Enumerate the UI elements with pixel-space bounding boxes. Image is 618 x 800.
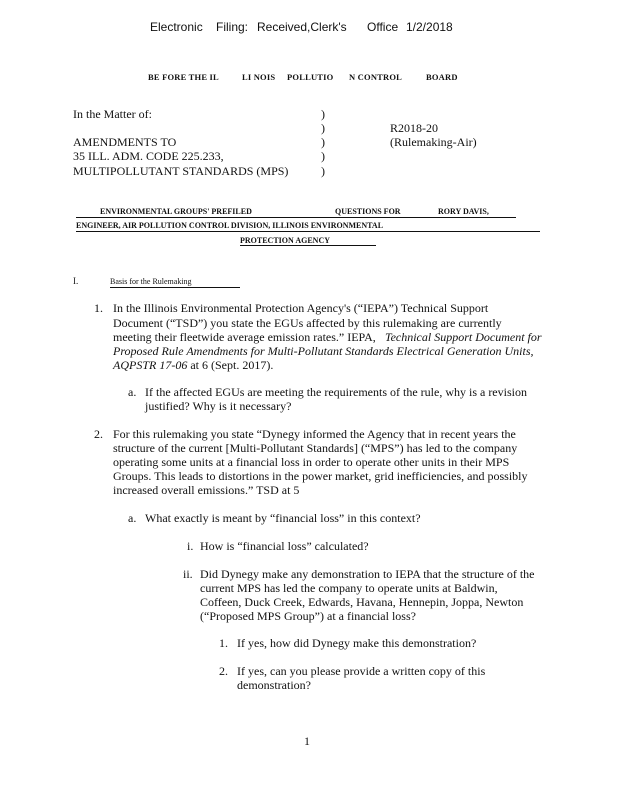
roman-item-text: current MPS has led the company to operate units at Baldwin, xyxy=(200,581,498,595)
filing-label: Filing: xyxy=(216,20,249,34)
matter-code: 35 ILL. ADM. CODE 225.233, xyxy=(73,149,224,163)
caption-line: ENGINEER, AIR POLLUTION CONTROL DIVISION, ILLINOIS ENVIRONMENTAL xyxy=(76,221,384,230)
question-text-line: meeting their fleetwide average emission rates.” IEPA, xyxy=(113,330,376,344)
roman-numeral: ii. xyxy=(183,567,193,581)
question-text-line: operating some units at a financial loss in order to operate other units in their MPS xyxy=(113,455,510,469)
board-title-word: POLLUTIO xyxy=(287,72,334,82)
roman-item-text: (“Proposed MPS Group”) at a financial loss? xyxy=(200,609,416,623)
section-numeral: I. xyxy=(73,276,79,286)
question-text-line: increased overall emissions.” TSD at 5 xyxy=(113,483,300,497)
caption-line: QUESTIONS FOR xyxy=(335,207,401,216)
matter-amendments: AMENDMENTS TO xyxy=(73,135,177,149)
filing-received: Received,Clerk's xyxy=(257,20,347,34)
matter-paren: ) xyxy=(321,164,325,178)
question-number: 2. xyxy=(94,427,103,441)
sub-item-number: 1. xyxy=(219,636,228,650)
question-text-citation: Technical Support Document for xyxy=(385,330,542,344)
roman-item-text: Did Dynegy make any demonstration to IEPA that the structure of the xyxy=(200,567,535,581)
subquestion-letter: a. xyxy=(128,385,137,399)
board-title-word: N CONTROL xyxy=(349,72,403,82)
caption-underline xyxy=(240,245,376,246)
question-number: 1. xyxy=(94,301,103,315)
caption-underline xyxy=(76,231,540,232)
board-title-word: BOARD xyxy=(426,72,458,82)
board-title-word: BE FORE THE IL xyxy=(148,72,219,82)
caption-underline xyxy=(76,217,516,218)
board-title-word: LI NOIS xyxy=(242,72,276,82)
caption-line: PROTECTION AGENCY xyxy=(240,236,331,245)
page-number: 1 xyxy=(304,734,310,748)
question-text-line: structure of the current [Multi-Pollutant Standards] (“MPS”) has led to the company xyxy=(113,441,518,455)
filing-electronic: Electronic xyxy=(150,20,203,34)
matter-paren: ) xyxy=(321,121,325,135)
question-text-line: Groups. This leads to distortions in the power market, grid inefficiencies, and possibly xyxy=(113,469,528,483)
roman-numeral: i. xyxy=(187,539,194,553)
in-the-matter: In the Matter of: xyxy=(73,107,152,121)
subquestion-letter: a. xyxy=(128,511,137,525)
matter-paren: ) xyxy=(321,135,325,149)
sub-item-text: If yes, can you please provide a written copy of this xyxy=(237,664,486,678)
caption-line: RORY DAVIS, xyxy=(438,207,489,216)
matter-mps: MULTIPOLLUTANT STANDARDS (MPS) xyxy=(73,164,289,178)
section-title: Basis for the Rulemaking xyxy=(110,277,192,286)
filing-date: 1/2/2018 xyxy=(406,20,453,34)
docket-number: R2018-20 xyxy=(390,121,438,135)
subquestion-text-line: If the affected EGUs are meeting the requirements of the rule, why is a revision xyxy=(145,385,527,399)
subquestion-text-line: justified? Why is it necessary? xyxy=(145,399,292,413)
caption-line: ENVIRONMENTAL GROUPS' PREFILED xyxy=(100,207,252,216)
sub-item-number: 2. xyxy=(219,664,228,678)
roman-item-text: How is “financial loss” calculated? xyxy=(200,539,369,553)
section-underline xyxy=(110,287,240,288)
question-citation-page: at 6 (Sept. 2017). xyxy=(187,358,274,372)
question-text-line: In the Illinois Environmental Protection Agency's (“IEPA”) Technical Support xyxy=(113,301,489,315)
question-text-citation: Proposed Rule Amendments for Multi-Pollutant Standards Electrical Generation Units, xyxy=(113,344,534,358)
filing-office: Office xyxy=(367,20,399,34)
sub-item-text: demonstration? xyxy=(237,678,311,692)
sub-item-text: If yes, how did Dynegy make this demonstration? xyxy=(237,636,477,650)
matter-paren: ) xyxy=(321,149,325,163)
question-text-line: For this rulemaking you state “Dynegy informed the Agency that in recent years the xyxy=(113,427,516,441)
question-text-line: Document (“TSD”) you state the EGUs affected by this rulemaking are currently xyxy=(113,316,502,330)
roman-item-text: Coffeen, Duck Creek, Edwards, Havana, Hennepin, Joppa, Newton xyxy=(200,595,524,609)
question-text-line xyxy=(113,358,273,373)
question-citation-id: AQPSTR 17-06 xyxy=(113,358,188,372)
subquestion-text-line: What exactly is meant by “financial loss” in this context? xyxy=(145,511,421,525)
docket-type: (Rulemaking-Air) xyxy=(390,135,477,149)
matter-paren: ) xyxy=(321,107,325,121)
